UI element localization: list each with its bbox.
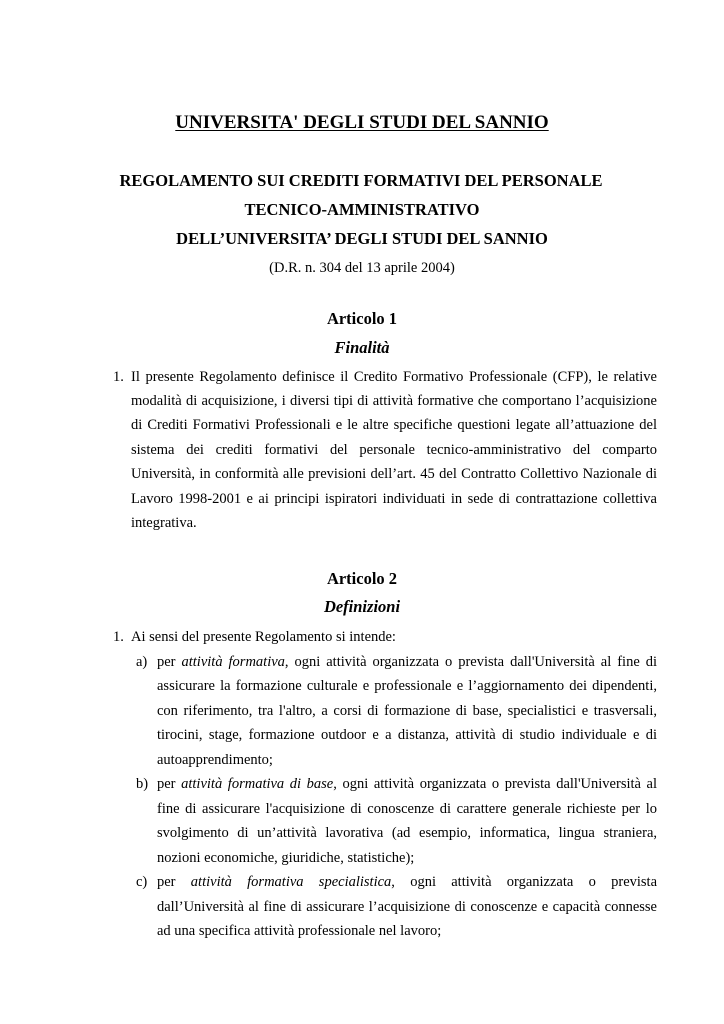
- decree-reference: (D.R. n. 304 del 13 aprile 2004): [269, 260, 455, 276]
- item-c-term: attività formativa specialistica: [190, 874, 392, 890]
- item-c-lead: per: [157, 874, 191, 890]
- article-1-line-5: Università, in conformità alle previsioni dell’art. 45 del Contratto Collettivo Nazionale di: [131, 466, 657, 482]
- item-b-term: attività formativa di base: [181, 776, 334, 792]
- item-c-line-3: ad una specifica attività professionale nel lavoro;: [157, 923, 442, 939]
- item-b-line-4: nozioni economiche, giuridiche, statistiche);: [157, 850, 415, 866]
- article-2-item-number: 1.: [113, 629, 124, 645]
- item-b-lead: per: [157, 776, 182, 792]
- article-1-line-4: sistema dei crediti formativi del personale tecnico-amministrativo del comparto: [131, 442, 657, 458]
- article-1-line-3: di Crediti Formativi Professionali e le altre specifiche questioni legate all’attuazione del: [131, 417, 657, 433]
- article-1-subheading: Finalità: [334, 338, 390, 357]
- article-1-line-6: Lavoro 1998-2001 e ai principi ispiratori individuati in sede di contrattazione collettiva: [131, 491, 657, 507]
- item-c-letter: c): [136, 874, 148, 890]
- regulation-title-line-3: DELL’UNIVERSITA’ DEGLI STUDI DEL SANNIO: [176, 229, 548, 248]
- item-b-line-2: fine di assicurare l'acquisizione di conoscenze di carattere generale richieste per lo: [157, 801, 657, 817]
- item-c-line-1: [157, 873, 657, 891]
- article-1-line-1: Il presente Regolamento definisce il Credito Formativo Professionale (CFP), le relative: [131, 369, 657, 385]
- item-a-line-5: autoapprendimento;: [157, 752, 273, 768]
- item-a-lead: per: [157, 654, 182, 670]
- item-a-line-1: [157, 653, 657, 671]
- item-a-line-3: con riferimento, tra l'altro, a corsi di formazione di base, specialistici e trasversali,: [157, 703, 657, 719]
- item-b-first-rest: , ogni attività organizzata o prevista dall'Università al: [333, 776, 657, 792]
- regulation-title-line-1: REGOLAMENTO SUI CREDITI FORMATIVI DEL PERSONALE: [119, 171, 603, 190]
- document-title: UNIVERSITA' DEGLI STUDI DEL SANNIO: [175, 112, 549, 133]
- article-2-intro: Ai sensi del presente Regolamento si intende:: [131, 629, 396, 645]
- article-1-item-number: 1.: [113, 369, 124, 385]
- item-b-letter: b): [136, 776, 149, 792]
- article-1-heading: Articolo 1: [326, 309, 398, 328]
- article-1-line-7: integrativa.: [131, 515, 197, 531]
- article-1-line-2: modalità di acquisizione, i diversi tipi di attività formative che comportano l’acquisizione: [131, 393, 657, 409]
- item-b-line-1: [157, 775, 657, 793]
- regulation-title-line-2: TECNICO-AMMINISTRATIVO: [244, 200, 480, 219]
- item-a-letter: a): [136, 654, 148, 670]
- item-a-line-4: tirocini, stage, formazione outdoor e a distanza, attività di studio individuale e di: [157, 727, 657, 743]
- item-a-line-2: assicurare la formazione culturale e professionale e l’aggiornamento dei dipendenti,: [157, 678, 657, 694]
- item-c-line-2: dall’Università al fine di assicurare l’acquisizione di conoscenze e capacità connesse: [157, 899, 657, 915]
- item-a-term: attività formativa: [181, 654, 285, 670]
- article-2-subheading: Definizioni: [323, 597, 401, 616]
- item-a-first-rest: , ogni attività organizzata o prevista dall'Università al fine di: [284, 654, 657, 670]
- item-c-first-rest: , ogni attività organizzata o prevista: [391, 874, 657, 890]
- article-2-heading: Articolo 2: [326, 569, 398, 588]
- item-b-line-3: svolgimento di un’attività lavorativa (ad esempio, informatica, lingua straniera,: [157, 825, 657, 841]
